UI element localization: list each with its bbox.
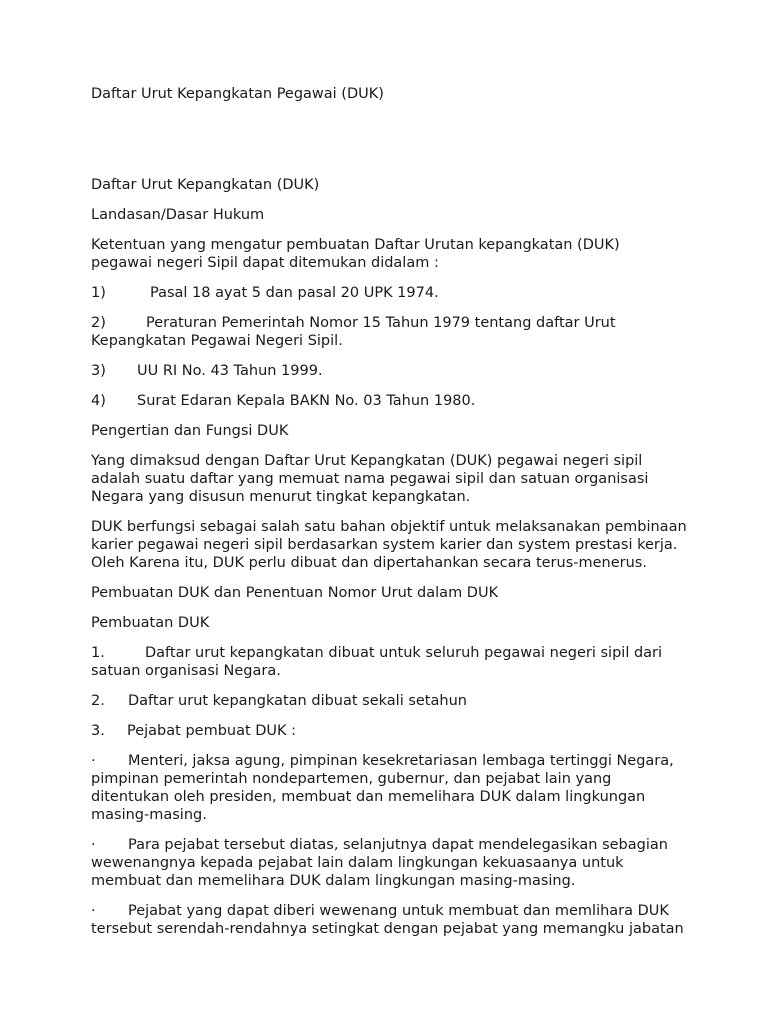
list-item-text: pimpinan pemerintah nondepartemen, gubernur, dan pejabat lain yang: [91, 771, 612, 787]
text-line: Negara yang disusun menurut tingkat kepangkatan.: [91, 489, 471, 505]
text-line: DUK berfungsi sebagai salah satu bahan objektif untuk melaksanakan pembinaan: [91, 519, 687, 535]
bullet-marker: ·: [91, 753, 96, 769]
section-pembuatan-heading: Pembuatan DUK: [91, 615, 210, 631]
section-heading: Daftar Urut Kepangkatan (DUK): [91, 177, 320, 193]
list-number: 1.: [91, 645, 105, 661]
list-item-text: masing-masing.: [91, 807, 207, 823]
bullet-item: [91, 902, 691, 938]
section-pengertian-heading: Pengertian dan Fungsi DUK: [91, 423, 289, 439]
function-paragraph: [91, 518, 691, 572]
text-line: pegawai negeri Sipil dapat ditemukan didalam :: [91, 255, 439, 271]
text-line: Yang dimaksud dengan Daftar Urut Kepangkatan (DUK) pegawai negeri sipil: [91, 453, 643, 469]
list-number: 2): [91, 315, 106, 331]
bullet-item: [91, 752, 691, 824]
section-landasan-heading: Landasan/Dasar Hukum: [91, 207, 265, 223]
legal-basis-item: [91, 284, 691, 302]
list-number: 2.: [91, 693, 105, 709]
creation-item: [91, 722, 691, 740]
creation-item: [91, 692, 691, 710]
list-item-text: satuan organisasi Negara.: [91, 663, 281, 679]
list-item-text: Pasal 18 ayat 5 dan pasal 20 UPK 1974.: [150, 285, 439, 301]
list-number: 3): [91, 363, 106, 379]
bullet-marker: ·: [91, 903, 96, 919]
list-item-text: Surat Edaran Kepala BAKN No. 03 Tahun 1980.: [137, 393, 476, 409]
creation-item: [91, 644, 691, 680]
text-line: adalah suatu daftar yang memuat nama pegawai sipil dan satuan organisasi: [91, 471, 649, 487]
text-line: Ketentuan yang mengatur pembuatan Daftar Urutan kepangkatan (DUK): [91, 237, 620, 253]
section-pembuatan-penentuan-heading: Pembuatan DUK dan Penentuan Nomor Urut dalam DUK: [91, 585, 499, 601]
list-number: 1): [91, 285, 106, 301]
intro-paragraph: [91, 236, 691, 272]
list-number: 3.: [91, 723, 105, 739]
text-line: Oleh Karena itu, DUK perlu dibuat dan dipertahankan secara terus-menerus.: [91, 555, 647, 571]
bullet-marker: ·: [91, 837, 96, 853]
legal-basis-item: [91, 314, 691, 350]
list-item-text: Peraturan Pemerintah Nomor 15 Tahun 1979 tentang daftar Urut: [146, 315, 616, 331]
bullet-item: [91, 836, 691, 890]
list-item-text: Menteri, jaksa agung, pimpinan kesekretariasan lembaga tertinggi Negara,: [128, 753, 674, 769]
list-item-text: Pejabat yang dapat diberi wewenang untuk membuat dan memlihara DUK: [128, 903, 669, 919]
list-item-text: Kepangkatan Pegawai Negeri Sipil.: [91, 333, 343, 349]
list-item-text: Daftar urut kepangkatan dibuat sekali setahun: [128, 693, 467, 709]
list-item-text: ditentukan oleh presiden, membuat dan memelihara DUK dalam lingkungan: [91, 789, 646, 805]
list-item-text: Pejabat pembuat DUK :: [127, 723, 297, 739]
list-item-text: UU RI No. 43 Tahun 1999.: [137, 363, 323, 379]
list-item-text: tersebut serendah-rendahnya setingkat dengan pejabat yang memangku jabatan: [91, 921, 684, 937]
list-item-text: Daftar urut kepangkatan dibuat untuk seluruh pegawai negeri sipil dari: [145, 645, 663, 661]
legal-basis-item: [91, 362, 691, 380]
list-item-text: membuat dan memelihara DUK dalam lingkungan masing-masing.: [91, 873, 576, 889]
list-item-text: wewenangnya kepada pejabat lain dalam lingkungan kekuasaanya untuk: [91, 855, 624, 871]
legal-basis-item: [91, 392, 691, 410]
list-item-text: Para pejabat tersebut diatas, selanjutnya dapat mendelegasikan sebagian: [128, 837, 668, 853]
definition-paragraph: [91, 452, 691, 506]
text-line: karier pegawai negeri sipil berdasarkan system karier dan system prestasi kerja.: [91, 537, 678, 553]
list-number: 4): [91, 393, 106, 409]
document-title: Daftar Urut Kepangkatan Pegawai (DUK): [91, 86, 384, 102]
